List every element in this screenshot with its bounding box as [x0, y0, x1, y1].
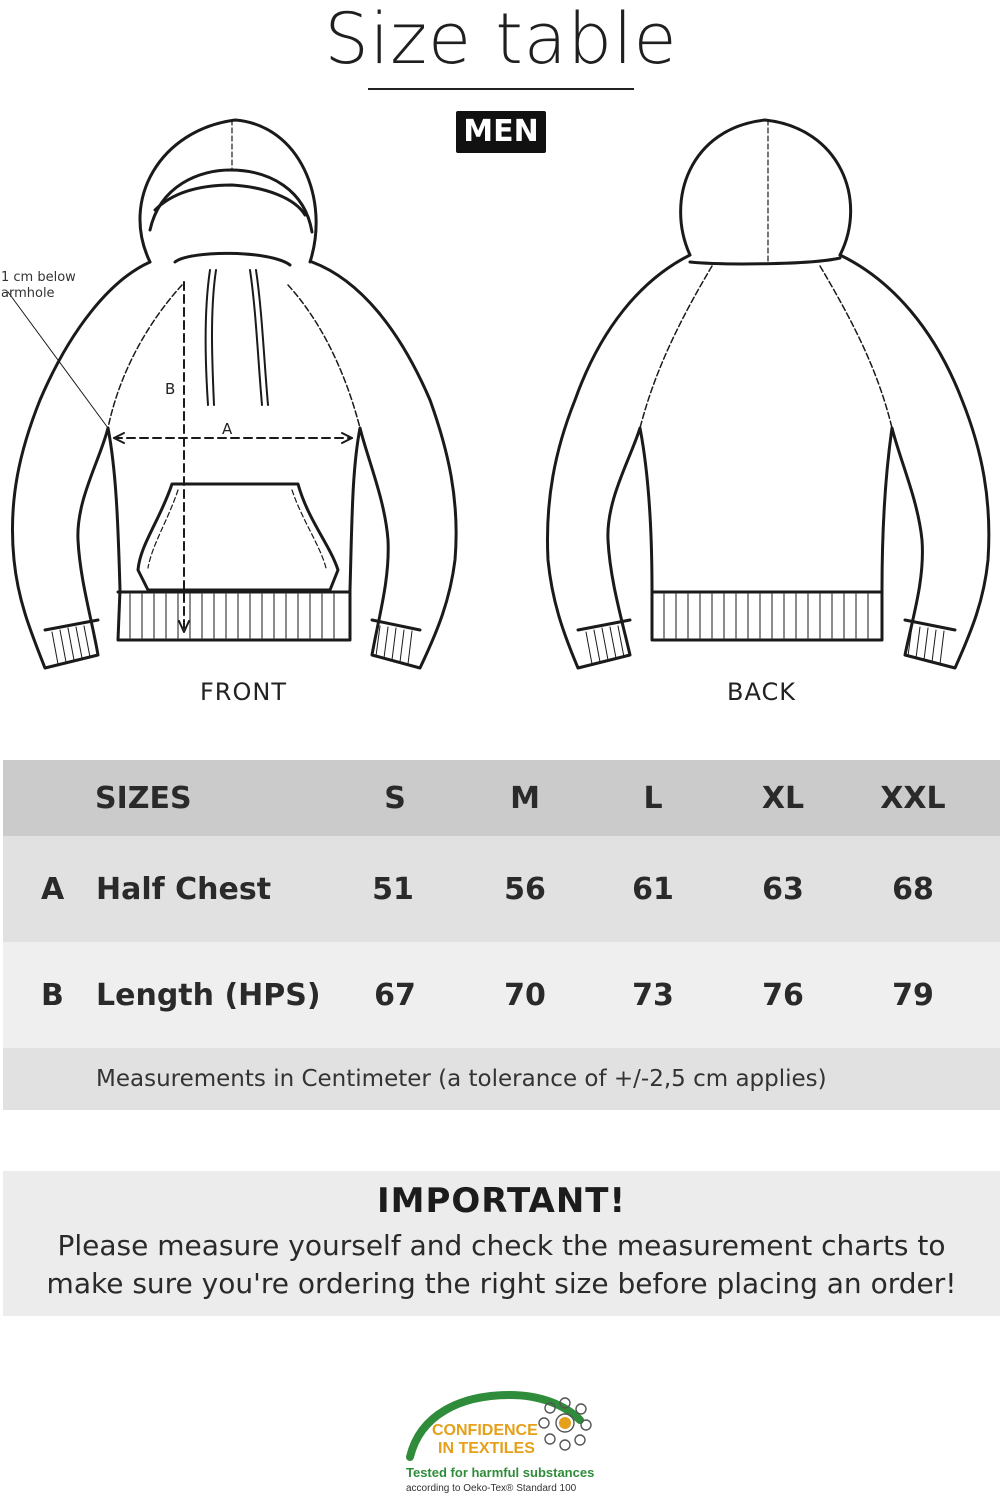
measurement-arrows	[8, 282, 352, 632]
front-label: FRONT	[200, 678, 287, 706]
badge-standard: according to Oeko-Tex® Standard 100	[406, 1483, 577, 1494]
armhole-note-line1: 1 cm below	[1, 270, 76, 285]
size-table-header	[3, 760, 1000, 836]
header-size-xl: XL	[761, 780, 805, 816]
table-row	[3, 942, 1000, 1048]
header-sizes: SIZES	[95, 780, 192, 816]
front-hoodie-drawing	[12, 120, 456, 668]
cell-value: 61	[632, 871, 674, 907]
important-line2: make sure you're ordering the right size before placing an order!	[46, 1267, 957, 1300]
cell-value: 70	[504, 977, 546, 1013]
hoodie-illustration	[0, 110, 1002, 680]
row-code: A	[41, 871, 65, 907]
important-notice	[3, 1171, 1000, 1316]
row-code: B	[41, 977, 64, 1013]
header-size-m: M	[510, 780, 540, 816]
cell-value: 76	[762, 977, 804, 1013]
cell-value: 56	[504, 871, 546, 907]
measurement-note: Measurements in Centimeter (a tolerance of +/-2,5 cm applies)	[96, 1066, 827, 1092]
badge-tested: Tested for harmful substances	[406, 1465, 595, 1480]
dimension-b-label: B	[165, 380, 176, 398]
cell-value: 67	[374, 977, 416, 1013]
armhole-note-line2: armhole	[1, 286, 55, 301]
page-title: Size table	[324, 0, 678, 80]
badge-line2: IN TEXTILES	[438, 1440, 535, 1457]
cell-value: 79	[892, 977, 934, 1013]
cell-value: 68	[892, 871, 934, 907]
title-divider	[368, 88, 634, 90]
armhole-note	[1, 270, 76, 302]
header-size-xxl: XXL	[880, 780, 946, 816]
important-title: IMPORTANT!	[377, 1181, 626, 1221]
cell-value: 73	[632, 977, 674, 1013]
header-size-s: S	[384, 780, 406, 816]
gender-badge: MEN	[456, 111, 546, 153]
important-line1: Please measure yourself and check the measurement charts to	[57, 1229, 946, 1262]
size-table	[3, 760, 1000, 1110]
back-hoodie-drawing	[547, 120, 988, 668]
header-size-l: L	[643, 780, 663, 816]
row-label: Half Chest	[96, 871, 272, 907]
size-table-footnote	[3, 1048, 1000, 1110]
oeko-tex-badge	[400, 1385, 610, 1497]
table-row	[3, 836, 1000, 942]
dimension-a-label: A	[222, 420, 233, 438]
back-label: BACK	[727, 678, 796, 706]
cell-value: 51	[372, 871, 414, 907]
row-label: Length (HPS)	[96, 977, 321, 1013]
badge-line1: CONFIDENCE	[432, 1422, 538, 1439]
cell-value: 63	[762, 871, 804, 907]
important-text	[3, 1227, 1000, 1303]
